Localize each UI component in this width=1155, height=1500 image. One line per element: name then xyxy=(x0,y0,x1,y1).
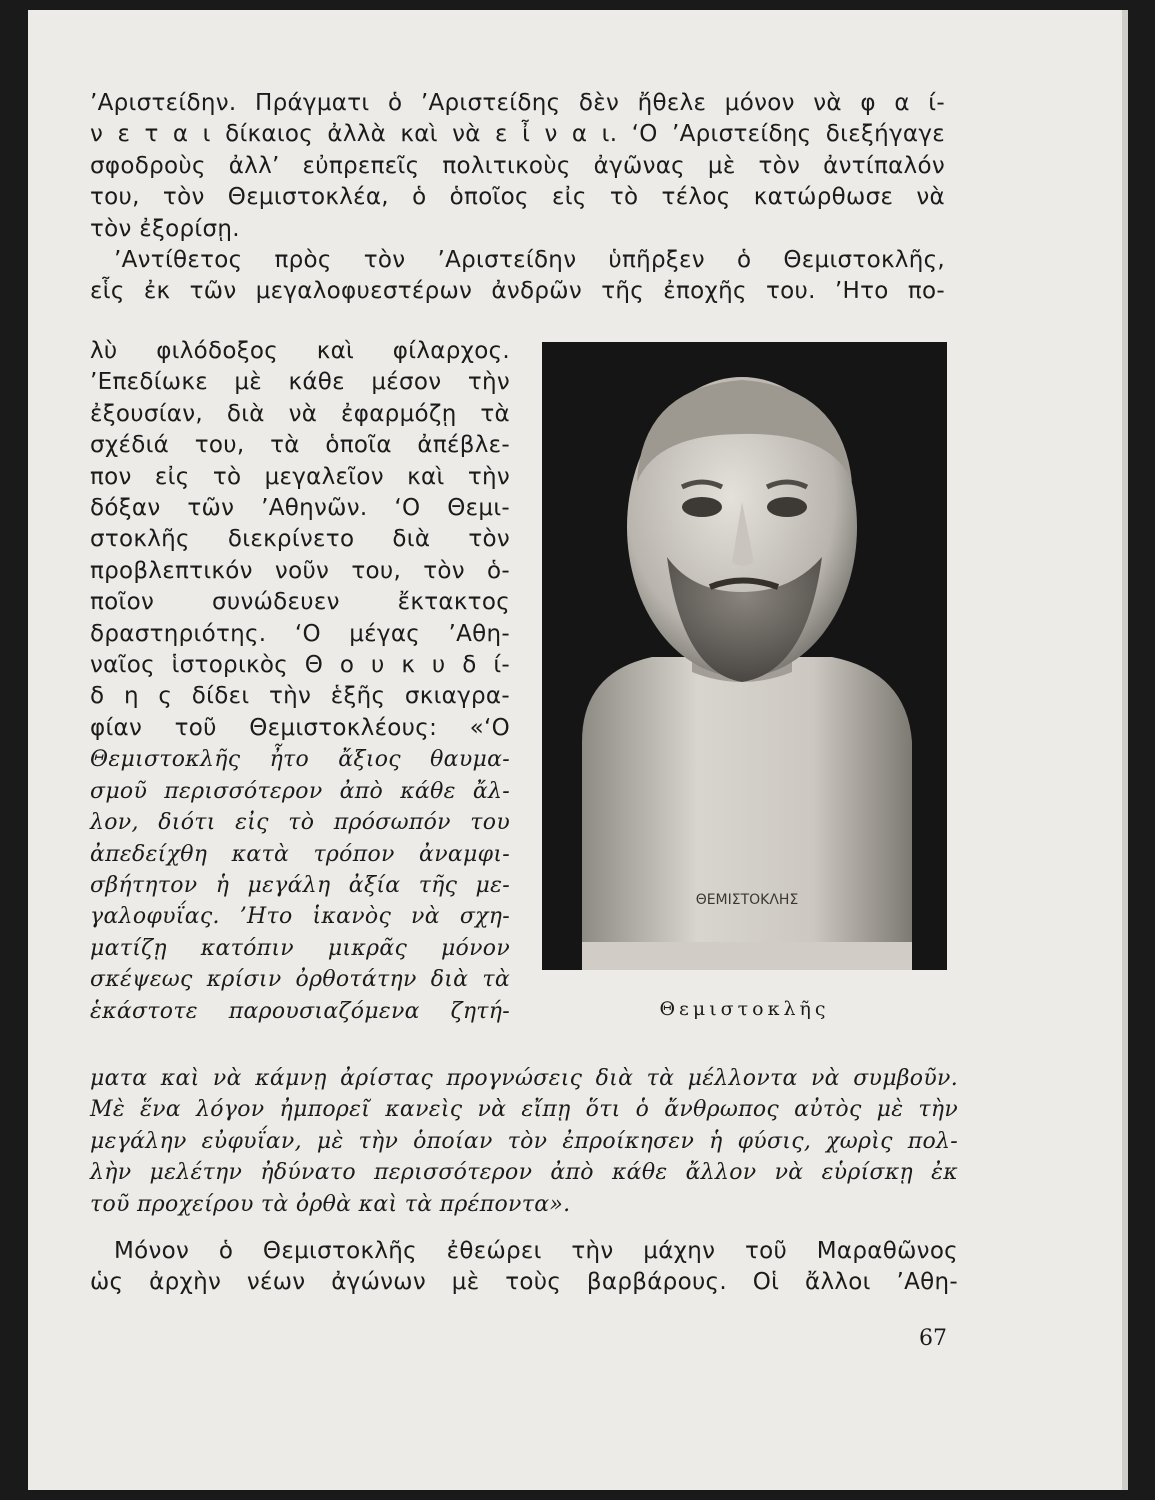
quote-line: σκέψεως κρίσιν ὀρθοτάτην διὰ τὰ xyxy=(90,967,510,993)
text-line: σφοδροὺς ἀλλ’ εὐπρεπεῖς πολιτικοὺς ἀγῶνας μὲ τὸν ἀντίπαλόν xyxy=(90,152,945,179)
quote-line: ἀπεδείχθη κατὰ τρόπον ἀναμφι- xyxy=(90,841,510,867)
quote-line: σμοῦ περισσότερον ἀπὸ κάθε ἄλ- xyxy=(90,778,510,804)
page-number: 67 xyxy=(919,1326,947,1351)
figure-caption: Θεμιστοκλῆς xyxy=(659,998,830,1020)
text-line: ὡς ἀρχὴν νέων ἀγώνων μὲ τοὺς βαρβάρους. Οἱ ἄλλοι ’Αθη- xyxy=(90,1269,958,1296)
quote-line: ματα καὶ νὰ κάμνῃ ἀρίστας προγνώσεις διὰ τὰ μέλλοντα νὰ συμβοῦν. xyxy=(90,1066,958,1091)
text-line: του, τὸν Θεμιστοκλέα, ὁ ὁποῖος εἰς τὸ τέλος κατώρθωσε νὰ xyxy=(90,184,945,211)
final-paragraph xyxy=(90,1236,958,1299)
text-line: ’Αριστείδην. Πράγματι ὁ ’Αριστείδης δὲν ἤθελε μόνον νὰ φ α ί- xyxy=(90,90,945,116)
text-line: ’Αντίθετος πρὸς τὸν ’Αριστείδην ὑπῆρξεν ὁ Θεμιστοκλῆς, xyxy=(114,247,945,274)
text-line: ποῖον συνώδευεν ἔκτακτος xyxy=(90,589,510,616)
text-line: σχέδιά του, τὰ ὁποῖα ἀπέβλε- xyxy=(90,432,510,459)
text-line: στοκλῆς διεκρίνετο διὰ τὸν xyxy=(90,526,510,553)
text-line: πον εἰς τὸ μεγαλεῖον καὶ τὴν xyxy=(90,463,510,490)
quote-line: ἑκάστοτε παρουσιαζόμενα ζητή- xyxy=(90,998,510,1024)
text-line: Μόνον ὁ Θεμιστοκλῆς ἐθεώρει τὴν μάχην τοῦ Μαραθῶνος xyxy=(114,1238,958,1264)
quote-line: μεγάλην εὐφυΐαν, μὲ τὴν ὁποίαν τὸν ἐπροίκησεν ἡ φύσις, χωρὶς πολ- xyxy=(90,1128,958,1154)
top-paragraph xyxy=(90,88,945,308)
quote-line: τοῦ προχείρου τὰ ὀρθὰ καὶ τὰ πρέποντα». xyxy=(90,1191,571,1217)
themistocles-bust-photo xyxy=(542,342,947,970)
text-line: ἐξουσίαν, διὰ νὰ ἐφαρμόζῃ τὰ xyxy=(90,400,510,427)
text-line: δραστηριότης. ‘Ο μέγας ’Αθη- xyxy=(90,620,510,647)
left-column-text xyxy=(90,336,510,1027)
quote-line: λον, διότι εἰς τὸ πρόσωπόν του xyxy=(90,810,510,836)
text-line: φίαν τοῦ Θεμιστοκλέους: «‘Ο xyxy=(90,714,510,741)
text-line: λὺ φιλόδοξος καὶ φίλαρχος. xyxy=(90,338,510,364)
quote-line: Μὲ ἕνα λόγον ἠμπορεῖ κανεὶς νὰ εἴπῃ ὅτι ὁ ἄνθρωπος αὐτὸς μὲ τὴν xyxy=(90,1097,958,1123)
quote-line: γαλοφυΐας. ’Ητο ἱκανὸς νὰ σχη- xyxy=(90,904,510,930)
text-line: δ η ς δίδει τὴν ἑξῆς σκιαγρα- xyxy=(90,683,510,710)
text-line: δόξαν τῶν ’Αθηνῶν. ‘Ο Θεμι- xyxy=(90,495,510,522)
bust-inscription: ΘΕΜΙΣΤΟΚΛΗΣ xyxy=(695,892,799,908)
text-line: προβλεπτικόν νοῦν του, τὸν ὁ- xyxy=(90,557,510,584)
quote-line: σβήτητον ἡ μεγάλη ἀξία τῆς με- xyxy=(90,872,510,898)
text-line: εἷς ἐκ τῶν μεγαλοφυεστέρων ἀνδρῶν τῆς ἐποχῆς του. ’Ητο πο- xyxy=(90,278,945,305)
quote-line: ματίζῃ κατόπιν μικρᾶς μόνον xyxy=(90,935,510,961)
quote-line: λὴν μελέτην ἠδύνατο περισσότερον ἀπὸ κάθε ἄλλον νὰ εὑρίσκῃ ἐκ xyxy=(90,1160,958,1186)
text-line: ’Επεδίωκε μὲ κάθε μέσον τὴν xyxy=(90,369,510,396)
quote-line: Θεμιστοκλῆς ἦτο ἄξιος θαυμα- xyxy=(90,747,510,773)
text-line: ναῖος ἱστορικὸς Θ ο υ κ υ δ ί- xyxy=(90,652,510,679)
quote-continuation xyxy=(90,1063,958,1220)
bust-illustration xyxy=(542,342,947,970)
text-line: ν ε τ α ι δίκαιος ἀλλὰ καὶ νὰ ε ἶ ν α ι. ‘Ο ’Αριστείδης διεξήγαγε xyxy=(90,121,945,148)
text-line: τὸν ἐξορίσῃ. xyxy=(90,215,240,242)
